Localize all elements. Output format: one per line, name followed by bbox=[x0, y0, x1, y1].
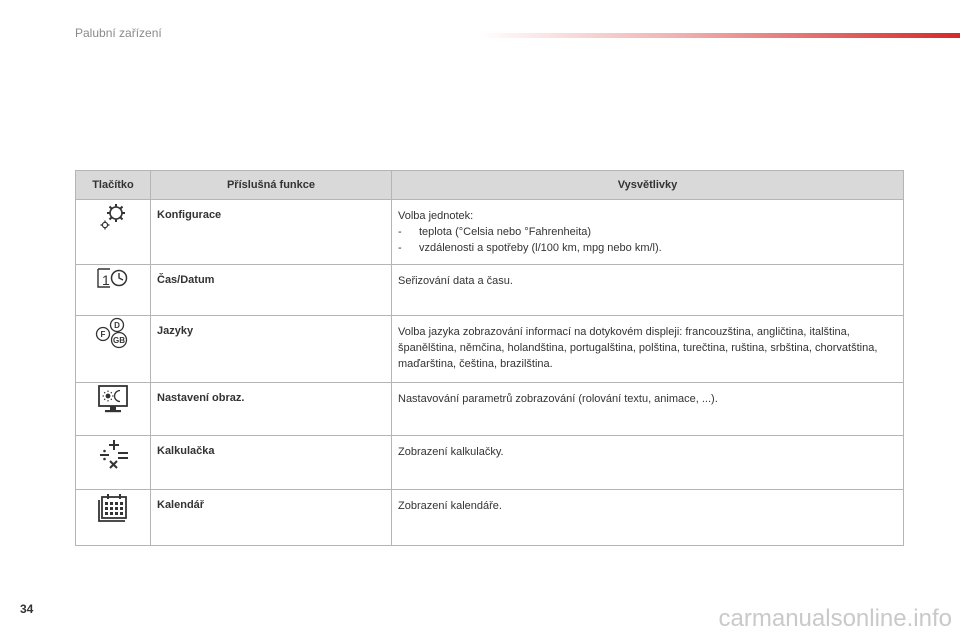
function-name: Jazyky bbox=[151, 316, 392, 383]
description-cell bbox=[392, 490, 904, 546]
description-text: Volba jednotek: bbox=[398, 210, 474, 222]
description-text: Zobrazení kalendáře. bbox=[398, 500, 502, 512]
settings-gears-icon bbox=[96, 210, 130, 222]
description-cell bbox=[392, 383, 904, 436]
table-header-row bbox=[76, 171, 904, 200]
table-row bbox=[76, 265, 904, 316]
icon-cell bbox=[76, 490, 151, 546]
icon-cell bbox=[76, 436, 151, 490]
table-row bbox=[76, 200, 904, 265]
function-name: Kalendář bbox=[151, 490, 392, 546]
description-text: Seřizování data a času. bbox=[398, 275, 513, 287]
column-header-button: Tlačítko bbox=[76, 171, 151, 200]
description-cell bbox=[392, 265, 904, 316]
calendar-icon bbox=[95, 502, 131, 514]
page-number: 34 bbox=[20, 602, 34, 616]
calculator-icon bbox=[94, 448, 132, 460]
description-cell bbox=[392, 316, 904, 383]
description-text: Volba jazyka zobrazování informací na dotykovém displeji: francouzština, angličtina, italština, španělština, němčina, holandština, portugalština, polština, turečtina, ruština, srbština, chorvatština, maďarština, čeština, brazilština. bbox=[398, 326, 878, 370]
column-header-function: Příslušná funkce bbox=[151, 171, 392, 200]
description-text: Zobrazení kalkulačky. bbox=[398, 446, 504, 458]
languages-icon bbox=[93, 321, 133, 345]
column-header-explanation: Vysvětlivky bbox=[392, 171, 904, 200]
table-row bbox=[76, 383, 904, 436]
icon-cell bbox=[76, 383, 151, 436]
function-name: Kalkulačka bbox=[151, 436, 392, 490]
icon-cell bbox=[76, 265, 151, 316]
list-item: - teplota (°Celsia nebo °Fahrenheita) bbox=[398, 224, 897, 240]
display-settings-icon bbox=[96, 393, 130, 405]
description-list bbox=[398, 224, 897, 256]
language-label-gb: GB bbox=[113, 336, 125, 345]
description-cell bbox=[392, 436, 904, 490]
table-row bbox=[76, 316, 904, 383]
icon-cell bbox=[76, 200, 151, 265]
date-time-icon bbox=[96, 272, 130, 288]
list-item: - vzdálenosti a spotřeby (l/100 km, mpg nebo km/l). bbox=[398, 240, 897, 256]
table-row bbox=[76, 490, 904, 546]
language-label-f: F bbox=[100, 330, 106, 339]
description-text: Nastavování parametrů zobrazování (rolování textu, animace, ...). bbox=[398, 393, 718, 405]
function-name: Čas/Datum bbox=[151, 265, 392, 316]
function-name: Konfigurace bbox=[151, 200, 392, 265]
svg-text:1: 1 bbox=[102, 272, 110, 288]
page-header-title: Palubní zařízení bbox=[75, 26, 162, 40]
function-name: Nastavení obraz. bbox=[151, 383, 392, 436]
description-cell bbox=[392, 200, 904, 265]
language-label-d: D bbox=[114, 321, 120, 330]
reference-table bbox=[75, 170, 904, 546]
header-accent-bar bbox=[478, 33, 960, 38]
icon-cell bbox=[76, 316, 151, 383]
table-row bbox=[76, 436, 904, 490]
watermark: carmanualsonline.info bbox=[718, 605, 952, 632]
